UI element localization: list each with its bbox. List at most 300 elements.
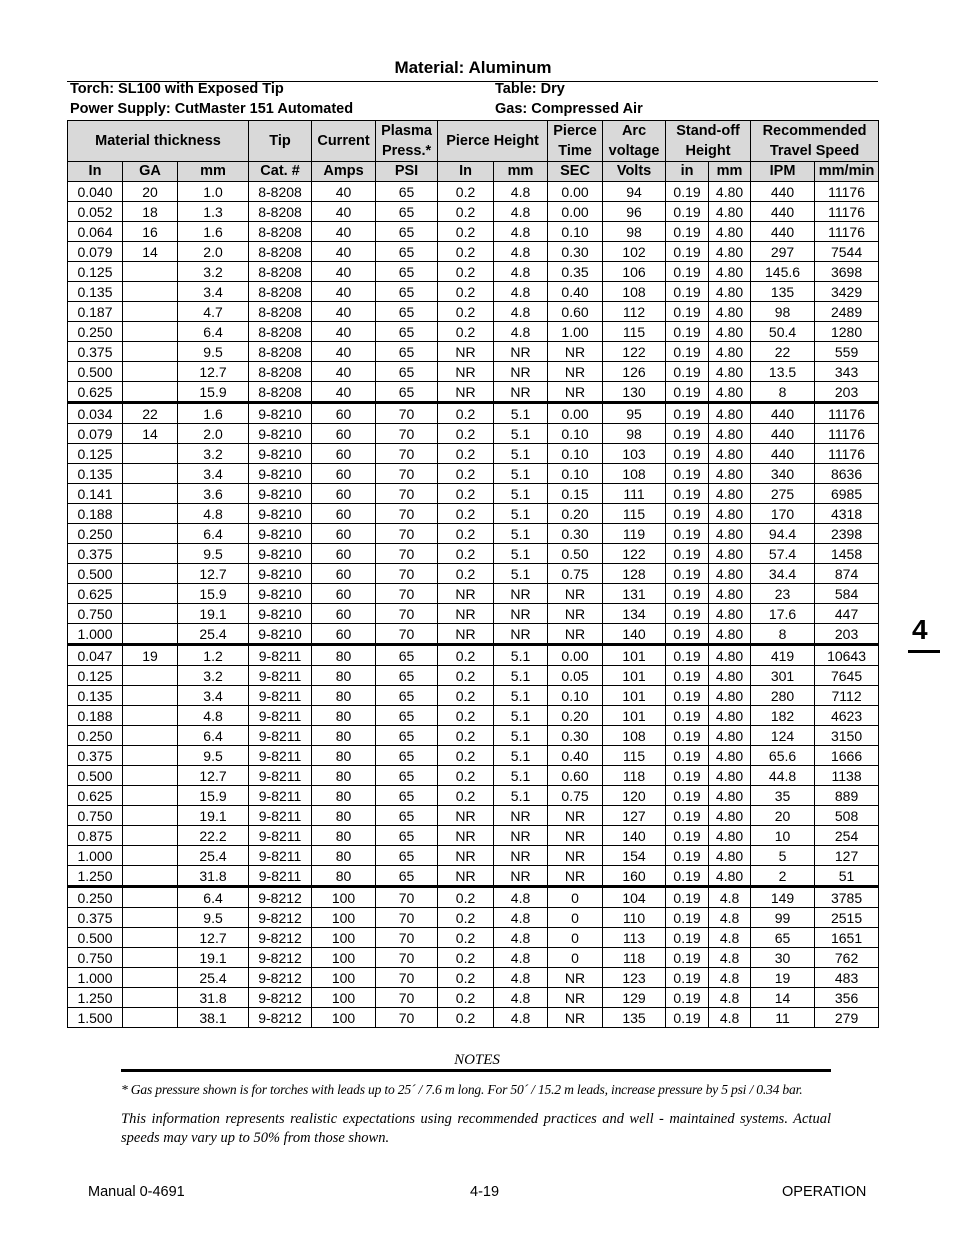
- table-cell: 4.80: [709, 322, 751, 342]
- table-cell: 126: [603, 362, 666, 382]
- table-cell: 4.8: [494, 988, 548, 1008]
- table-cell: 15.9: [178, 382, 249, 403]
- table-cell: 80: [312, 726, 376, 746]
- table-cell: 7645: [815, 666, 879, 686]
- table-cell: 0.2: [438, 988, 494, 1008]
- table-cell: 1.500: [68, 1008, 123, 1028]
- table-cell: 9-8211: [249, 806, 312, 826]
- table-cell: 145.6: [751, 262, 815, 282]
- table-cell: 0.19: [666, 1008, 709, 1028]
- table-cell: 22.2: [178, 826, 249, 846]
- table-cell: 5.1: [494, 686, 548, 706]
- table-cell: 440: [751, 403, 815, 424]
- table-cell: 9-8211: [249, 706, 312, 726]
- table-cell: NR: [438, 382, 494, 403]
- table-cell: 65: [376, 242, 438, 262]
- table-cell: 115: [603, 504, 666, 524]
- table-cell: NR: [494, 806, 548, 826]
- table-cell: 40: [312, 322, 376, 342]
- table-cell: 9-8212: [249, 988, 312, 1008]
- table-cell: 70: [376, 544, 438, 564]
- table-cell: 31.8: [178, 988, 249, 1008]
- table-cell: 440: [751, 222, 815, 242]
- table-cell: 9-8211: [249, 726, 312, 746]
- table-cell: [123, 826, 178, 846]
- table-cell: NR: [548, 988, 603, 1008]
- table-cell: [123, 686, 178, 706]
- table-cell: 65: [376, 686, 438, 706]
- table-cell: NR: [438, 604, 494, 624]
- table-cell: 4.8: [494, 222, 548, 242]
- table-cell: 44.8: [751, 766, 815, 786]
- table-cell: 123: [603, 968, 666, 988]
- table-row: [68, 786, 879, 806]
- table-cell: NR: [438, 624, 494, 645]
- table-cell: 65: [376, 182, 438, 202]
- note-expectations: This information represents realistic expectations using recommended practices and well - maintained systems. Actual speeds may vary up to 50% from those shown.: [121, 1111, 831, 1146]
- table-cell: 0.19: [666, 746, 709, 766]
- table-cell: 80: [312, 666, 376, 686]
- table-cell: 119: [603, 524, 666, 544]
- header-pierce-time: [548, 121, 603, 162]
- table-cell: 4.8: [709, 988, 751, 1008]
- table-cell: [123, 524, 178, 544]
- table-cell: 0.19: [666, 382, 709, 403]
- table-cell: 9-8211: [249, 645, 312, 666]
- table-cell: 9-8210: [249, 524, 312, 544]
- table-cell: 0.250: [68, 322, 123, 342]
- table-row: [68, 202, 879, 222]
- table-cell: [123, 504, 178, 524]
- table-cell: 15.9: [178, 786, 249, 806]
- table-cell: 0.375: [68, 746, 123, 766]
- table-cell: 0.19: [666, 726, 709, 746]
- table-cell: [123, 928, 178, 948]
- table-cell: 40: [312, 282, 376, 302]
- table-row: [68, 362, 879, 382]
- unit-header: in: [666, 162, 709, 182]
- table-cell: 9-8211: [249, 746, 312, 766]
- table-cell: 0.19: [666, 928, 709, 948]
- table-cell: 0.2: [438, 242, 494, 262]
- table-cell: 4.80: [709, 382, 751, 403]
- table-cell: 22: [751, 342, 815, 362]
- table-cell: 31.8: [178, 866, 249, 887]
- table-cell: NR: [494, 604, 548, 624]
- table-cell: 0.2: [438, 182, 494, 202]
- table-cell: 9-8210: [249, 624, 312, 645]
- table-cell: 4.80: [709, 362, 751, 382]
- table-cell: 11176: [815, 424, 879, 444]
- table-cell: 4.8: [709, 1008, 751, 1028]
- table-cell: 129: [603, 988, 666, 1008]
- table-cell: 1458: [815, 544, 879, 564]
- header-plasma-press-line-1: Plasma: [381, 123, 432, 139]
- table-cell: 10: [751, 826, 815, 846]
- table-cell: 4.80: [709, 504, 751, 524]
- table-cell: NR: [548, 624, 603, 645]
- table-cell: 1138: [815, 766, 879, 786]
- table-cell: 65: [376, 322, 438, 342]
- table-cell: 0.19: [666, 544, 709, 564]
- table-cell: 4.80: [709, 564, 751, 584]
- table-cell: 9-8212: [249, 928, 312, 948]
- table-cell: 70: [376, 988, 438, 1008]
- table-cell: 1280: [815, 322, 879, 342]
- table-cell: 101: [603, 706, 666, 726]
- table-cell: NR: [494, 846, 548, 866]
- table-row: [68, 382, 879, 403]
- table-cell: 4.80: [709, 424, 751, 444]
- table-cell: [123, 726, 178, 746]
- table-cell: 4.80: [709, 282, 751, 302]
- table-cell: 0.19: [666, 362, 709, 382]
- table-cell: 4.8: [494, 908, 548, 928]
- table-cell: 874: [815, 564, 879, 584]
- table-cell: 4.80: [709, 182, 751, 202]
- table-cell: 135: [751, 282, 815, 302]
- table-cell: 0.2: [438, 746, 494, 766]
- table-cell: 0.19: [666, 866, 709, 887]
- table-cell: 3.2: [178, 666, 249, 686]
- table-cell: 15.9: [178, 584, 249, 604]
- table-cell: 70: [376, 403, 438, 424]
- table-cell: NR: [494, 382, 548, 403]
- table-cell: 100: [312, 908, 376, 928]
- table-row: [68, 222, 879, 242]
- table-cell: 9.5: [178, 908, 249, 928]
- table-cell: 0.2: [438, 504, 494, 524]
- table-row: [68, 666, 879, 686]
- table-cell: 4.80: [709, 262, 751, 282]
- table-cell: 0.19: [666, 484, 709, 504]
- page-title: Material: Aluminum: [394, 58, 552, 77]
- table-cell: [123, 604, 178, 624]
- table-cell: 889: [815, 786, 879, 806]
- table-cell: 70: [376, 424, 438, 444]
- table-cell: 301: [751, 666, 815, 686]
- table-cell: [123, 887, 178, 908]
- table-cell: 65: [376, 786, 438, 806]
- table-cell: 4.80: [709, 524, 751, 544]
- table-cell: 0.20: [548, 504, 603, 524]
- table-row: [68, 866, 879, 887]
- table-cell: 4.80: [709, 342, 751, 362]
- table-cell: 80: [312, 706, 376, 726]
- table-cell: 127: [603, 806, 666, 826]
- table-cell: [123, 866, 178, 887]
- unit-header: mm/min: [815, 162, 879, 182]
- table-cell: 2398: [815, 524, 879, 544]
- table-cell: 4.80: [709, 686, 751, 706]
- table-cell: [123, 948, 178, 968]
- table-cell: 19: [123, 645, 178, 666]
- table-cell: 122: [603, 544, 666, 564]
- table-info: Table: Dry: [495, 81, 565, 97]
- table-cell: NR: [548, 362, 603, 382]
- table-cell: 0.079: [68, 424, 123, 444]
- table-cell: 8-8208: [249, 382, 312, 403]
- table-cell: 130: [603, 382, 666, 403]
- table-cell: 0.500: [68, 766, 123, 786]
- table-cell: 99: [751, 908, 815, 928]
- table-cell: 118: [603, 766, 666, 786]
- table-cell: 9-8210: [249, 424, 312, 444]
- table-cell: 9-8210: [249, 403, 312, 424]
- table-cell: [123, 464, 178, 484]
- table-cell: 108: [603, 726, 666, 746]
- table-cell: 9.5: [178, 544, 249, 564]
- table-row: [68, 988, 879, 1008]
- table-cell: 65: [376, 726, 438, 746]
- table-cell: 4.80: [709, 766, 751, 786]
- table-cell: 0.75: [548, 786, 603, 806]
- table-cell: 8-8208: [249, 202, 312, 222]
- table-cell: 9-8212: [249, 948, 312, 968]
- table-cell: 112: [603, 302, 666, 322]
- table-cell: 149: [751, 887, 815, 908]
- table-cell: 12.7: [178, 766, 249, 786]
- table-cell: 3.2: [178, 262, 249, 282]
- table-cell: 118: [603, 948, 666, 968]
- table-cell: 25.4: [178, 968, 249, 988]
- table-cell: 0.500: [68, 362, 123, 382]
- table-cell: 4.80: [709, 624, 751, 645]
- table-row: [68, 887, 879, 908]
- gas-info: Gas: Compressed Air: [495, 101, 643, 117]
- table-row: [68, 948, 879, 968]
- table-cell: 0.2: [438, 222, 494, 242]
- footer-page-number: 4-19: [470, 1184, 500, 1200]
- table-cell: 131: [603, 584, 666, 604]
- table-cell: 22: [123, 403, 178, 424]
- table-cell: 1.3: [178, 202, 249, 222]
- table-cell: 0.15: [548, 484, 603, 504]
- table-row: [68, 826, 879, 846]
- table-cell: 0: [548, 928, 603, 948]
- table-cell: 65: [376, 202, 438, 222]
- table-cell: 0.19: [666, 948, 709, 968]
- table-cell: 0.2: [438, 1008, 494, 1028]
- table-cell: 0: [548, 948, 603, 968]
- table-cell: 5.1: [494, 564, 548, 584]
- table-cell: 70: [376, 444, 438, 464]
- table-cell: 0.625: [68, 786, 123, 806]
- table-cell: 60: [312, 464, 376, 484]
- table-cell: 70: [376, 504, 438, 524]
- table-cell: 11176: [815, 444, 879, 464]
- table-cell: 6.4: [178, 524, 249, 544]
- header-arc-voltage: [603, 121, 666, 162]
- table-cell: 9-8212: [249, 887, 312, 908]
- table-cell: 8: [751, 382, 815, 403]
- table-row: [68, 424, 879, 444]
- table-cell: 4.80: [709, 302, 751, 322]
- table-cell: 0.125: [68, 666, 123, 686]
- table-cell: NR: [438, 342, 494, 362]
- table-cell: 120: [603, 786, 666, 806]
- table-cell: 106: [603, 262, 666, 282]
- table-cell: 65: [376, 222, 438, 242]
- table-cell: 4.80: [709, 202, 751, 222]
- footer-section-name: OPERATION: [782, 1184, 867, 1200]
- table-cell: 0.40: [548, 282, 603, 302]
- table-cell: 0.19: [666, 302, 709, 322]
- table-cell: 0.034: [68, 403, 123, 424]
- table-cell: 5.1: [494, 666, 548, 686]
- table-cell: 4.80: [709, 706, 751, 726]
- table-cell: 447: [815, 604, 879, 624]
- table-cell: 0.2: [438, 645, 494, 666]
- table-cell: [123, 746, 178, 766]
- table-row: [68, 524, 879, 544]
- table-cell: 9-8210: [249, 584, 312, 604]
- table-cell: NR: [548, 866, 603, 887]
- table-cell: 140: [603, 826, 666, 846]
- table-cell: 70: [376, 584, 438, 604]
- table-cell: 2.0: [178, 242, 249, 262]
- table-cell: 2489: [815, 302, 879, 322]
- table-cell: 94.4: [751, 524, 815, 544]
- table-cell: 5.1: [494, 706, 548, 726]
- table-cell: 65: [376, 846, 438, 866]
- table-cell: 0.375: [68, 908, 123, 928]
- table-cell: NR: [548, 806, 603, 826]
- table-cell: 0.10: [548, 444, 603, 464]
- table-cell: 0.188: [68, 706, 123, 726]
- table-cell: 0.19: [666, 282, 709, 302]
- table-cell: 0.2: [438, 928, 494, 948]
- table-cell: 8-8208: [249, 242, 312, 262]
- table-body: [68, 182, 879, 1028]
- table-cell: [123, 444, 178, 464]
- table-cell: 0.079: [68, 242, 123, 262]
- table-cell: 95: [603, 403, 666, 424]
- table-cell: 128: [603, 564, 666, 584]
- table-row: [68, 464, 879, 484]
- table-cell: 1651: [815, 928, 879, 948]
- table-cell: 8: [751, 624, 815, 645]
- table-cell: 0.250: [68, 524, 123, 544]
- table-cell: 0.2: [438, 282, 494, 302]
- table-cell: 4.8: [494, 202, 548, 222]
- header-row-units: [68, 162, 879, 182]
- table-cell: 0.2: [438, 887, 494, 908]
- table-cell: 80: [312, 786, 376, 806]
- title-rule: [67, 81, 878, 82]
- table-cell: 0.19: [666, 202, 709, 222]
- table-cell: NR: [438, 846, 494, 866]
- table-cell: 70: [376, 887, 438, 908]
- table-cell: 98: [603, 222, 666, 242]
- table-cell: 4.80: [709, 544, 751, 564]
- table-cell: 11176: [815, 222, 879, 242]
- table-cell: 20: [751, 806, 815, 826]
- table-cell: [123, 786, 178, 806]
- table-cell: 9-8212: [249, 968, 312, 988]
- table-cell: 103: [603, 444, 666, 464]
- table-cell: 440: [751, 424, 815, 444]
- table-cell: 70: [376, 524, 438, 544]
- table-cell: 340: [751, 464, 815, 484]
- table-cell: 0.60: [548, 302, 603, 322]
- unit-header: In: [438, 162, 494, 182]
- table-row: [68, 928, 879, 948]
- table-row: [68, 403, 879, 424]
- table-row: [68, 504, 879, 524]
- table-cell: 6.4: [178, 726, 249, 746]
- table-cell: 113: [603, 928, 666, 948]
- table-cell: 65: [751, 928, 815, 948]
- table-cell: NR: [494, 826, 548, 846]
- table-cell: 140: [603, 624, 666, 645]
- table-cell: 8-8208: [249, 302, 312, 322]
- table-cell: 0.19: [666, 222, 709, 242]
- table-cell: 70: [376, 908, 438, 928]
- header-standoff-line-1: Stand-off: [676, 123, 740, 139]
- table-cell: 9-8211: [249, 826, 312, 846]
- table-cell: 4.80: [709, 726, 751, 746]
- table-cell: 70: [376, 564, 438, 584]
- table-cell: 20: [123, 182, 178, 202]
- table-cell: 5.1: [494, 464, 548, 484]
- table-cell: 0.2: [438, 464, 494, 484]
- table-cell: 23: [751, 584, 815, 604]
- table-cell: 8-8208: [249, 342, 312, 362]
- header-arc-voltage-line-2: voltage: [608, 143, 660, 159]
- table-cell: 60: [312, 584, 376, 604]
- table-cell: 25.4: [178, 846, 249, 866]
- unit-header: Amps: [312, 162, 376, 182]
- table-cell: 40: [312, 302, 376, 322]
- unit-header: mm: [494, 162, 548, 182]
- table-cell: 80: [312, 645, 376, 666]
- table-cell: 4.8: [494, 182, 548, 202]
- table-cell: 4.80: [709, 746, 751, 766]
- table-cell: 1.250: [68, 988, 123, 1008]
- table-cell: 170: [751, 504, 815, 524]
- table-cell: 3150: [815, 726, 879, 746]
- table-cell: 203: [815, 382, 879, 403]
- table-cell: 9-8210: [249, 564, 312, 584]
- table-cell: [123, 988, 178, 1008]
- table-cell: 13.5: [751, 362, 815, 382]
- table-cell: 6.4: [178, 887, 249, 908]
- table-cell: 40: [312, 362, 376, 382]
- table-cell: 70: [376, 464, 438, 484]
- table-cell: 7112: [815, 686, 879, 706]
- table-cell: 5.1: [494, 424, 548, 444]
- table-cell: 4.8: [709, 928, 751, 948]
- table-cell: 0.250: [68, 887, 123, 908]
- table-cell: 40: [312, 342, 376, 362]
- table-cell: 440: [751, 444, 815, 464]
- table-cell: 4.8: [709, 968, 751, 988]
- table-cell: 100: [312, 1008, 376, 1028]
- table-cell: NR: [548, 968, 603, 988]
- table-cell: 60: [312, 604, 376, 624]
- table-cell: [123, 584, 178, 604]
- table-cell: NR: [438, 584, 494, 604]
- table-row: [68, 262, 879, 282]
- table-cell: 34.4: [751, 564, 815, 584]
- unit-header: Cat. #: [249, 162, 312, 182]
- table-cell: 94: [603, 182, 666, 202]
- table-cell: 0: [548, 908, 603, 928]
- table-cell: 12.7: [178, 564, 249, 584]
- table-cell: 5.1: [494, 403, 548, 424]
- table-row: [68, 342, 879, 362]
